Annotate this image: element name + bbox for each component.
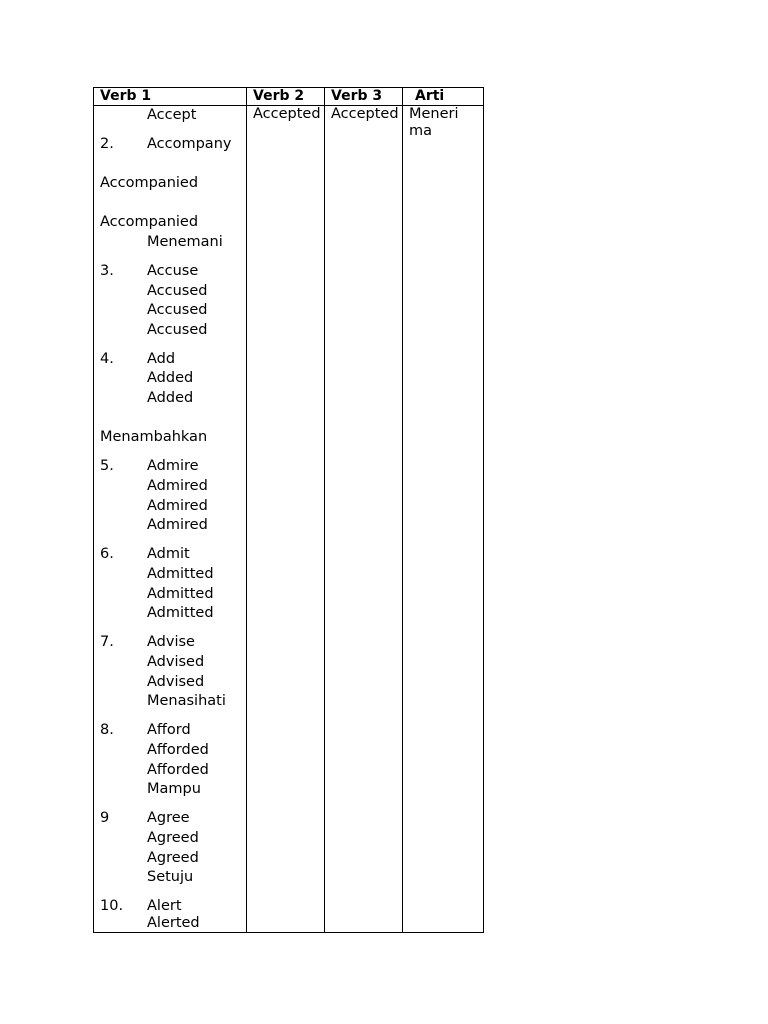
verb1-line: Accept: [147, 107, 197, 123]
verb1-line: Accompanied: [100, 175, 199, 191]
verb1-line: Alerted: [147, 915, 200, 931]
cell-verb3: Accepted: [331, 106, 399, 122]
verb1-line: Admired: [147, 498, 208, 514]
verb1-line: 7.: [100, 634, 114, 650]
verb1-line: Admired: [147, 478, 208, 494]
verb1-line: Afforded: [147, 742, 209, 758]
col-border-2: [324, 87, 325, 933]
verb1-line: Accompany: [147, 136, 232, 152]
col-border-left: [93, 87, 94, 933]
verb1-line: Admit: [147, 546, 190, 562]
verb1-line: Admire: [147, 458, 199, 474]
verb1-line: Advise: [147, 634, 195, 650]
cell-arti: Menerima: [409, 106, 459, 139]
verb1-line: Admired: [147, 517, 208, 533]
col-border-right: [483, 87, 484, 933]
verb1-line: Advised: [147, 674, 205, 690]
table-bottom-border: [93, 932, 484, 933]
verb1-line: 9: [100, 810, 110, 826]
verb1-line: 8.: [100, 722, 114, 738]
verb1-line: Added: [147, 370, 194, 386]
verb1-line: Accused: [147, 322, 208, 338]
verb1-line: Accompanied: [100, 214, 199, 230]
verb1-line: Added: [147, 390, 194, 406]
header-verb3: Verb 3: [331, 88, 383, 104]
verb1-line: Mampu: [147, 781, 201, 797]
verb1-line: Accuse: [147, 263, 199, 279]
col-border-1: [246, 87, 247, 933]
verb1-line: 4.: [100, 351, 114, 367]
verb1-line: Alert: [147, 898, 182, 914]
verb1-line: Afford: [147, 722, 191, 738]
verb1-line: 6.: [100, 546, 114, 562]
verb1-line: Menemani: [147, 234, 223, 250]
verb1-line: Admitted: [147, 566, 214, 582]
cell-verb2: Accepted: [253, 106, 321, 122]
header-arti: Arti: [415, 88, 445, 104]
verb1-line: Afforded: [147, 762, 209, 778]
verb1-line: Admitted: [147, 605, 214, 621]
col-border-3: [402, 87, 403, 933]
verb1-line: 2.: [100, 136, 114, 152]
verb1-line: Setuju: [147, 869, 194, 885]
verb1-line: Advised: [147, 654, 205, 670]
verb1-line: 5.: [100, 458, 114, 474]
header-verb2: Verb 2: [253, 88, 305, 104]
header-verb1: Verb 1: [100, 88, 152, 104]
verb1-line: Menasihati: [147, 693, 226, 709]
verb1-line: 10.: [100, 898, 124, 914]
verb1-line: Accused: [147, 283, 208, 299]
verb1-line: Accused: [147, 302, 208, 318]
verb1-line: Agree: [147, 810, 190, 826]
verb1-line: 3.: [100, 263, 114, 279]
verb1-line: Menambahkan: [100, 429, 208, 445]
verb1-line: Add: [147, 351, 176, 367]
verb1-line: Agreed: [147, 830, 199, 846]
verb1-line: Admitted: [147, 586, 214, 602]
verb1-line: Agreed: [147, 850, 199, 866]
